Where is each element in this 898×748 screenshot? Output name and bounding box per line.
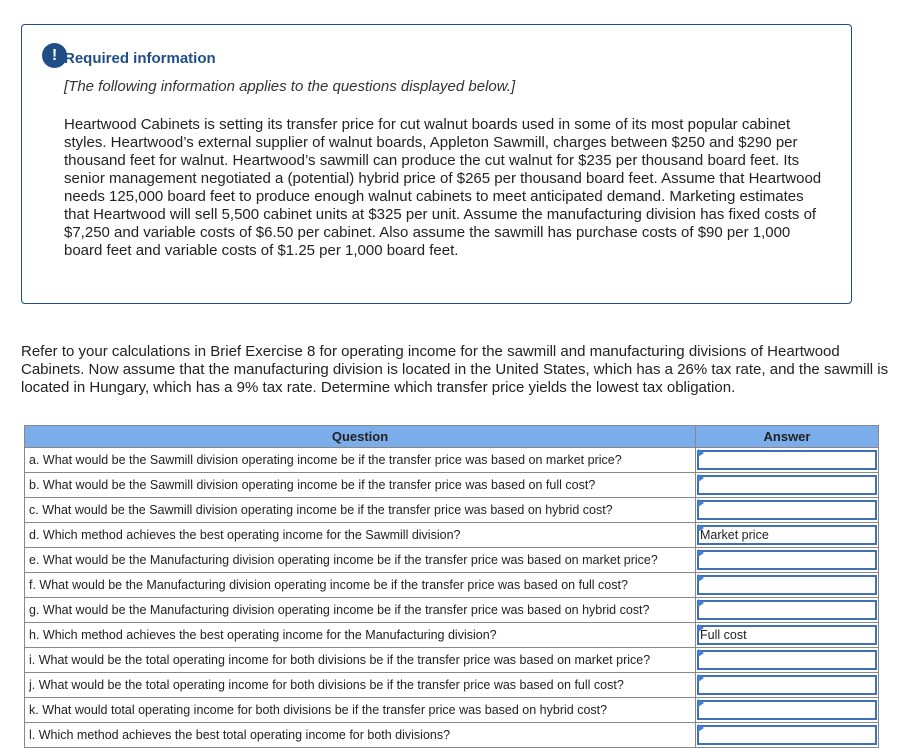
dropdown-marker-icon	[698, 574, 704, 582]
dropdown-marker-icon	[698, 624, 704, 632]
answer-cell	[696, 473, 879, 498]
table-row	[25, 623, 879, 648]
problem-paragraph: Heartwood Cabinets is setting its transfer price for cut walnut boards used in some of its most popular cabinet styles. Heartwood’s external supplier of walnut boards, Appleton Sawmill, charges between $250 and $290 per thousand feet for walnut. Heartwood’s sawmill can produce the cut walnut for $235 per thousand board feet. Its senior management negotiated a (potential) hybrid price of $265 per thousand board feet. Assume that Heartwood needs 125,000 board feet to produce enough walnut cabinets to meet anticipated demand. Marketing estimates that Heartwood will sell 5,500 cabinet units at $325 per unit. Assume the manufacturing division has fixed costs of $7,250 and variable costs of $6.50 per cabinet. Also assume the sawmill has purchase costs of $90 per 1,000 board feet and variable costs of $1.25 per 1,000 board feet.	[64, 116, 822, 259]
question-cell: i. What would be the total operating income for both divisions be if the transfer price was based on market price?	[25, 648, 696, 673]
answer-dropdown[interactable]	[697, 500, 877, 520]
answer-dropdown[interactable]: Market price	[697, 525, 877, 545]
answer-dropdown[interactable]	[697, 550, 877, 570]
answer-dropdown[interactable]	[697, 575, 877, 595]
question-cell: c. What would be the Sawmill division operating income be if the transfer price was based on hybrid cost?	[25, 498, 696, 523]
answer-cell	[696, 573, 879, 598]
table-row	[25, 598, 879, 623]
answer-dropdown[interactable]	[697, 650, 877, 670]
question-cell: e. What would be the Manufacturing division operating income be if the transfer price was based on market price?	[25, 548, 696, 573]
answer-dropdown[interactable]	[697, 450, 877, 470]
question-header: Question	[25, 426, 696, 448]
question-cell: l. Which method achieves the best total operating income for both divisions?	[25, 723, 696, 748]
answer-cell	[696, 698, 879, 723]
question-cell: d. Which method achieves the best operating income for the Sawmill division?	[25, 523, 696, 548]
answer-dropdown[interactable]	[697, 675, 877, 695]
dropdown-marker-icon	[698, 449, 704, 457]
table-row	[25, 723, 879, 748]
answer-dropdown[interactable]	[697, 475, 877, 495]
refer-paragraph: Refer to your calculations in Brief Exercise 8 for operating income for the sawmill and manufacturing divisions of Heartwood Cabinets. Now assume that the manufacturing division is located in the United States, which has a 26% tax rate, and the sawmill is located in Hungary, which has a 9% tax rate. Determine which transfer price yields the lowest tax obligation.	[21, 343, 889, 396]
question-cell: j. What would be the total operating income for both divisions be if the transfer price was based on full cost?	[25, 673, 696, 698]
answer-cell	[696, 623, 879, 648]
answer-dropdown[interactable]	[697, 700, 877, 720]
table-row	[25, 573, 879, 598]
answer-header: Answer	[696, 426, 879, 448]
question-table	[24, 425, 879, 748]
question-cell: k. What would total operating income for both divisions be if the transfer price was based on hybrid cost?	[25, 698, 696, 723]
dropdown-marker-icon	[698, 599, 704, 607]
table-row	[25, 673, 879, 698]
dropdown-marker-icon	[698, 549, 704, 557]
answer-cell	[696, 523, 879, 548]
answer-dropdown[interactable]	[697, 600, 877, 620]
question-cell: g. What would be the Manufacturing division operating income be if the transfer price was based on hybrid cost?	[25, 598, 696, 623]
answer-cell	[696, 548, 879, 573]
answer-dropdown[interactable]: Full cost	[697, 625, 877, 645]
dropdown-marker-icon	[698, 649, 704, 657]
exclamation-icon: !	[42, 43, 67, 68]
table-row	[25, 473, 879, 498]
question-cell: f. What would be the Manufacturing division operating income be if the transfer price was based on full cost?	[25, 573, 696, 598]
dropdown-marker-icon	[698, 474, 704, 482]
table-row	[25, 698, 879, 723]
table-row	[25, 448, 879, 473]
table-row	[25, 648, 879, 673]
dropdown-marker-icon	[698, 724, 704, 732]
answer-cell	[696, 598, 879, 623]
table-row	[25, 498, 879, 523]
dropdown-marker-icon	[698, 674, 704, 682]
table-row	[25, 523, 879, 548]
answer-cell	[696, 648, 879, 673]
answer-cell	[696, 448, 879, 473]
question-cell: h. Which method achieves the best operating income for the Manufacturing division?	[25, 623, 696, 648]
required-title: Required information	[64, 50, 216, 67]
answer-cell	[696, 498, 879, 523]
dropdown-marker-icon	[698, 524, 704, 532]
question-cell: b. What would be the Sawmill division operating income be if the transfer price was based on full cost?	[25, 473, 696, 498]
dropdown-marker-icon	[698, 499, 704, 507]
question-cell: a. What would be the Sawmill division operating income be if the transfer price was based on market price?	[25, 448, 696, 473]
answer-cell	[696, 723, 879, 748]
answer-cell	[696, 673, 879, 698]
answer-dropdown[interactable]	[697, 725, 877, 745]
info-note: [The following information applies to the questions displayed below.]	[64, 78, 516, 95]
dropdown-marker-icon	[698, 699, 704, 707]
table-row	[25, 548, 879, 573]
